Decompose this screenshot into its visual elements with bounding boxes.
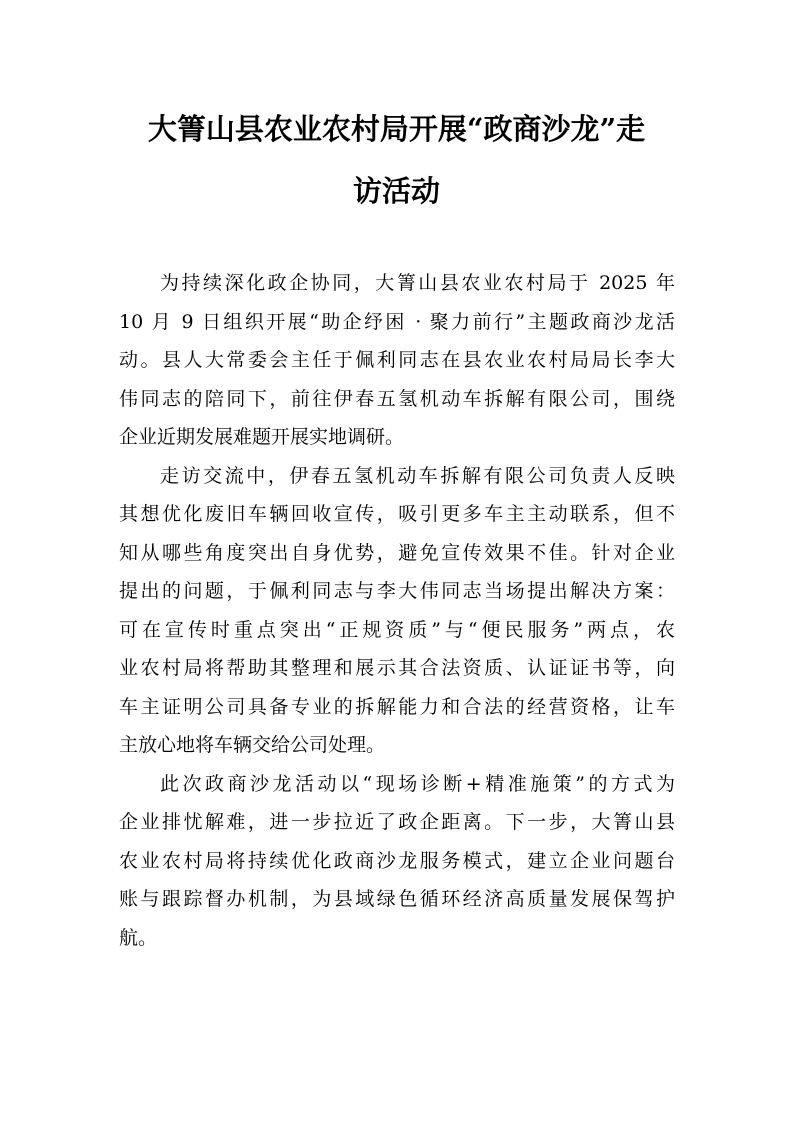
paragraph-3 [119,765,675,958]
paragraph-line: 10 月 9 日组织开展“助企纾困 · 聚力前行”主题政商沙龙活 [119,310,675,333]
paragraph-line: 提出的问题，于佩利同志与李大伟同志当场提出解决方案： [119,580,675,602]
paragraph-line: 走访交流中，伊春五氢机动车拆解有限公司负责人反映 [160,464,675,487]
paragraph-line: 企业近期发展难题开展实地调研。 [119,426,405,448]
paragraph-line: 动。县人大常委会主任于佩利同志在县农业农村局局长李大 [119,349,675,371]
document-body [119,264,675,957]
paragraph-line: 为持续深化政企协同，大箐山县农业农村局于 2025 年 [160,272,675,294]
paragraph-line: 主放心地将车辆交给公司处理。 [119,734,386,756]
paragraph-line: 可在宣传时重点突出“正规资质”与“便民服务”两点，农 [119,618,675,641]
document-title [115,98,678,222]
paragraph-line: 业农村局将帮助其整理和展示其合法资质、认证证书等，向 [119,657,675,679]
paragraph-line: 航。 [119,926,158,949]
paragraph-line: 此次政商沙龙活动以“现场诊断+精准施策”的方式为 [160,772,675,795]
title-line-1: 大箐山县农业农村局开展“政商沙龙”走 [147,112,646,146]
paragraph-line: 伟同志的陪同下，前往伊春五氢机动车拆解有限公司，围绕 [119,387,675,410]
paragraph-1 [119,264,675,457]
paragraph-line: 农业农村局将持续优化政商沙龙服务模式，建立企业问题台 [119,849,675,872]
paragraph-2 [119,457,675,765]
paragraph-line: 其想优化废旧车辆回收宣传，吸引更多车主主动联系，但不 [119,503,675,525]
paragraph-line: 账与跟踪督办机制，为县域绿色循环经济高质量发展保驾护 [119,888,675,910]
title-line-2: 访活动 [352,174,440,208]
paragraph-line: 企业排忧解难，进一步拉近了政企距离。下一步，大箐山县 [119,811,675,833]
paragraph-line: 车主证明公司具备专业的拆解能力和合法的经营资格，让车 [119,695,675,718]
paragraph-line: 知从哪些角度突出自身优势，避免宣传效果不佳。针对企业 [119,541,675,564]
